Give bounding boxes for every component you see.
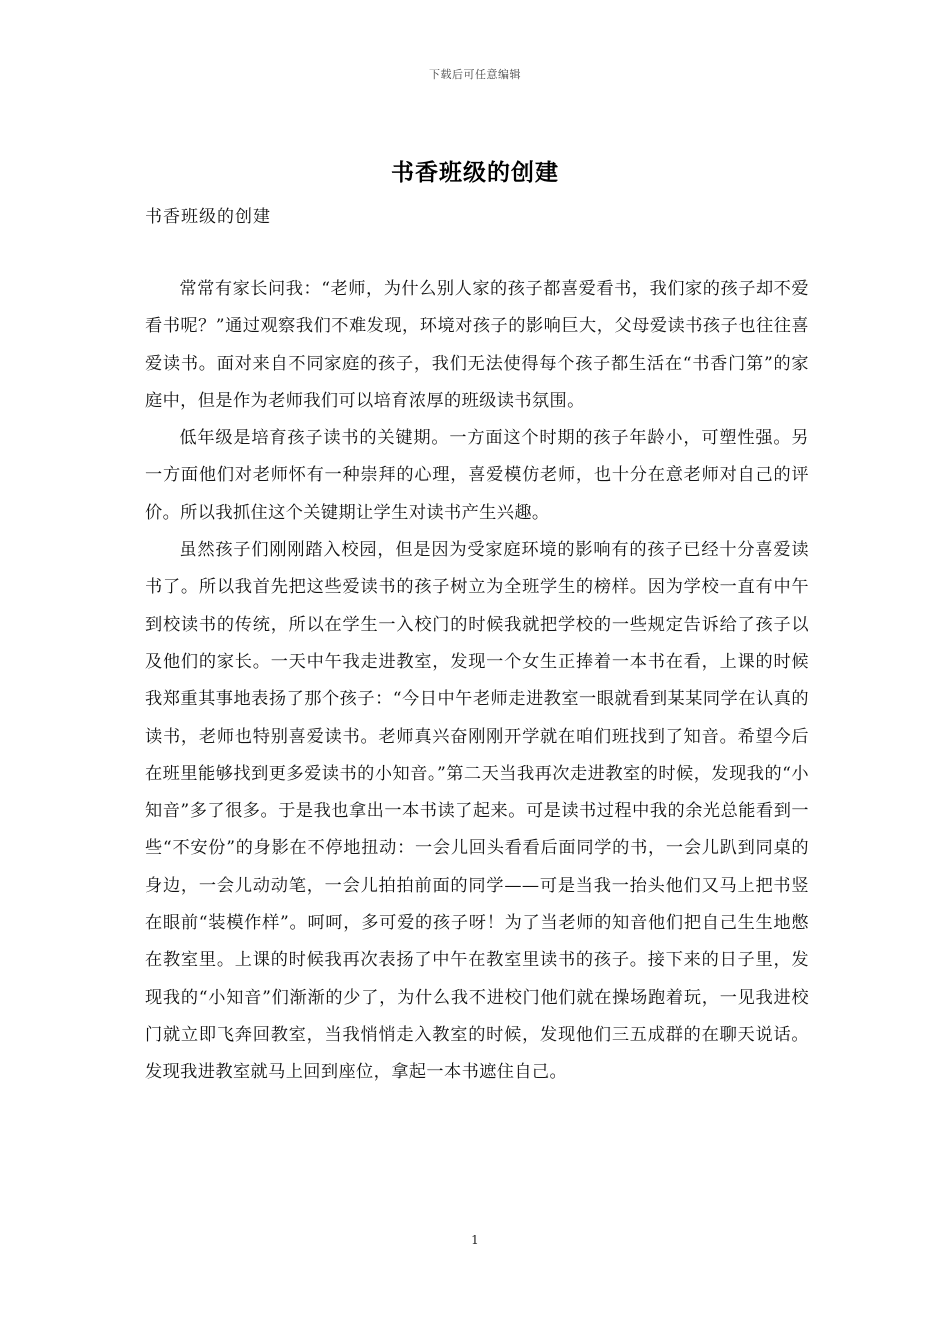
paragraph-1: 常常有家长问我：“老师，为什么别人家的孩子都喜爱看书，我们家的孩子却不爱看书呢？”通过观察我们不难发现，环境对孩子的影响巨大，父母爱读书孩子也往往喜爱读书。面对来自不同家庭的孩子，我们无法使得每个孩子都生活在“书香门第”的家庭中，但是作为老师我们可以培育浓厚的班级读书氛围。 [145, 279, 809, 411]
page-header-note: 下载后可任意编辑 [429, 68, 521, 81]
page-number: 1 [471, 1233, 479, 1247]
document-body [145, 271, 809, 1092]
paragraph-3: 虽然孩子们刚刚踏入校园，但是因为受家庭环境的影响有的孩子已经十分喜爱读书了。所以我首先把这些爱读书的孩子树立为全班学生的榜样。因为学校一直有中午到校读书的传统，所以在学生一入校门的时候我就把学校的一些规定告诉给了孩子以及他们的家长。一天中午我走进教室，发现一个女生正捧着一本书在看，上课的时候我郑重其事地表扬了那个孩子：“今日中午老师走进教室一眼就看到某某同学在认真的读书，老师也特别喜爱读书。老师真兴奋刚刚开学就在咱们班找到了知音。希望今后在班里能够找到更多爱读书的小知音。”第二天当我再次走进教室的时候，发现我的“小知音”多了很多。于是我也拿出一本书读了起来。可是读书过程中我的余光总能看到一些“不安份”的身影在不停地扭动：一会儿回头看看后面同学的书，一会儿趴到同桌的身边，一会儿动动笔，一会儿拍拍前面的同学——可是当我一抬头他们又马上把书竖在眼前“装模作样”。呵呵，多可爱的孩子呀！为了当老师的知音他们把自己生生地憋在教室里。上课的时候我再次表扬了中午在教室里读书的孩子。接下来的日子里，发现我的“小知音”们渐渐的少了，为什么我不进校门他们就在操场跑着玩，一见我进校门就立即飞奔回教室，当我悄悄走入教室的时候，发现他们三五成群的在聊天说话。发现我进教室就马上回到座位，拿起一本书遮住自己。 [145, 540, 809, 1083]
document-subtitle: 书香班级的创建 [145, 207, 271, 227]
paragraph-2: 低年级是培育孩子读书的关键期。一方面这个时期的孩子年龄小，可塑性强。另一方面他们对老师怀有一种崇拜的心理，喜爱模仿老师，也十分在意老师对自己的评价。所以我抓住这个关键期让学生对读书产生兴趣。 [145, 428, 809, 523]
document-title: 书香班级的创建 [391, 159, 559, 186]
